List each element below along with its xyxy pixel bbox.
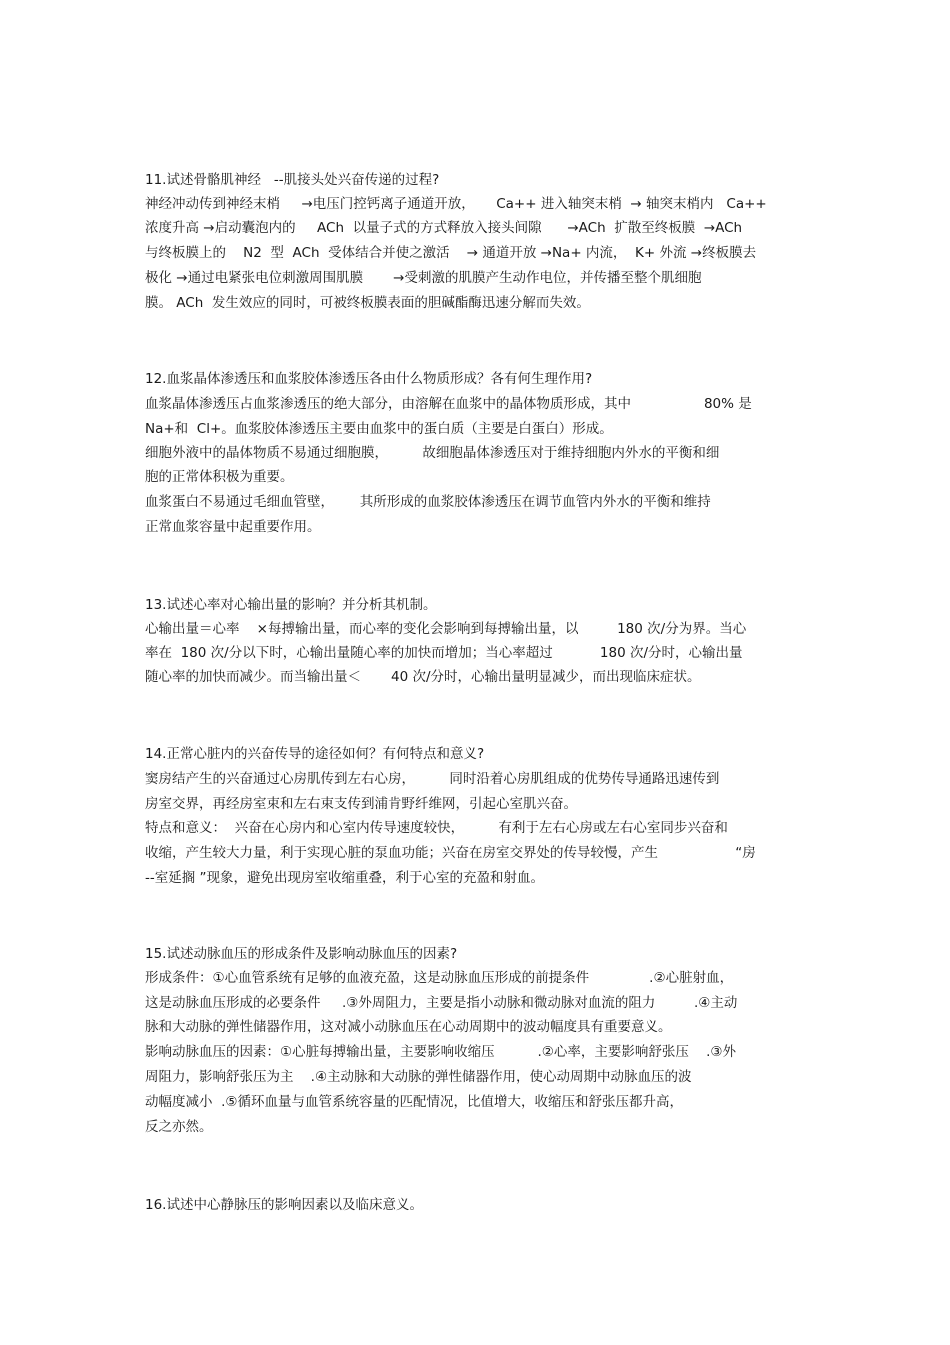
answer-12-line-5: 血浆蛋白不易通过毛细血管壁， 其所形成的血浆胶体渗透压在调节血管内外水的平衡和维持 [145, 494, 711, 510]
answer-11-line-4: 极化 →通过电紧张电位刺激周围肌膜 →受刺激的肌膜产生动作电位，并传播至整个肌细胞 [145, 270, 702, 286]
answer-11-line-2: 浓度升高 →启动囊泡内的 ACh 以量子式的方式释放入接头间隙 →ACh 扩散至终板膜 →ACh [145, 220, 743, 236]
answer-14-line-3: 特点和意义： 兴奋在心房内和心室内传导速度较快， 有利于左右心房或左右心室同步兴奋和 [145, 820, 728, 836]
question-12-title: 12.血浆晶体渗透压和血浆胶体渗透压各由什么物质形成？各有何生理作用? [145, 371, 593, 387]
answer-13-line-1: 心输出量＝心率 ×每搏输出量，而心率的变化会影响到每搏输出量，以 180 次/分为界。当心 [145, 621, 747, 637]
answer-14-line-1: 窦房结产生的兴奋通过心房肌传到左右心房， 同时沿着心房肌组成的优势传导通路迅速传到 [145, 771, 720, 787]
answer-14-line-5: --室延搁 ”现象，避免出现房室收缩重叠，利于心室的充盈和射血。 [145, 870, 545, 886]
answer-15-line-5: 周阻力，影响舒张压为主 .④主动脉和大动脉的弹性储器作用，使心动周期中动脉血压的波 [145, 1069, 692, 1085]
answer-12-line-4: 胞的正常体积极为重要。 [145, 469, 294, 485]
question-15-title: 15.试述动脉血压的形成条件及影响动脉血压的因素? [145, 946, 458, 962]
answer-15-line-4: 影响动脉血压的因素：①心脏每搏输出量，主要影响收缩压 .②心率，主要影响舒张压 .③外 [145, 1044, 736, 1060]
answer-15-line-2: 这是动脉血压形成的必要条件 .③外周阻力，主要是指小动脉和微动脉对血流的阻力 .④主动 [145, 995, 738, 1011]
answer-12-line-1: 血浆晶体渗透压占血浆渗透压的绝大部分，由溶解在血浆中的晶体物质形成，其中 80% 是 [145, 396, 752, 412]
answer-12-line-2: Na+和 Cl+。血浆胶体渗透压主要由血浆中的蛋白质（主要是白蛋白）形成。 [145, 421, 613, 437]
answer-14-line-2: 房室交界，再经房室束和左右束支传到浦肯野纤维网，引起心室肌兴奋。 [145, 796, 577, 812]
answer-11-line-3: 与终板膜上的 N2 型 ACh 受体结合并使之激活 → 通道开放 →Na+ 内流， K+ 外流 →终板膜去 [145, 245, 757, 261]
question-16-title: 16.试述中心静脉压的影响因素以及临床意义。 [145, 1197, 423, 1213]
answer-15-line-7: 反之亦然。 [145, 1119, 213, 1135]
answer-15-line-1: 形成条件：①心血管系统有足够的血液充盈，这是动脉血压形成的前提条件 .②心脏射血， [145, 970, 734, 986]
answer-11-line-5: 膜。 ACh 发生效应的同时，可被终板膜表面的胆碱酯酶迅速分解而失效。 [145, 295, 590, 311]
answer-15-line-3: 脉和大动脉的弹性储器作用，这对减小动脉血压在心动周期中的波动幅度具有重要意义。 [145, 1019, 672, 1035]
answer-12-line-3: 细胞外液中的晶体物质不易通过细胞膜， 故细胞晶体渗透压对于维持细胞内外水的平衡和细 [145, 445, 720, 461]
answer-12-line-6: 正常血浆容量中起重要作用。 [145, 519, 321, 535]
question-14-title: 14.正常心脏内的兴奋传导的途径如何？有何特点和意义? [145, 746, 485, 762]
question-11-title: 11.试述骨骼肌神经 --肌接头处兴奋传递的过程? [145, 172, 440, 188]
answer-15-line-6: 动幅度减小 .⑤循环血量与血管系统容量的匹配情况，比值增大，收缩压和舒张压都升高， [145, 1094, 683, 1110]
answer-14-line-4: 收缩，产生较大力量，利于实现心脏的泵血功能；兴奋在房室交界处的传导较慢，产生 “房 [145, 845, 756, 861]
answer-11-line-1: 神经冲动传到神经末梢 →电压门控钙离子通道开放， Ca++ 进入轴突末梢 → 轴突末梢内 Ca++ [145, 196, 767, 212]
question-13-title: 13.试述心率对心输出量的影响？并分析其机制。 [145, 597, 437, 613]
answer-13-line-3: 随心率的加快而减少。而当输出量＜ 40 次/分时，心输出量明显减少，而出现临床症状。 [145, 669, 701, 685]
answer-13-line-2: 率在 180 次/分以下时，心输出量随心率的加快而增加；当心率超过 180 次/分时，心输出量 [145, 645, 743, 661]
